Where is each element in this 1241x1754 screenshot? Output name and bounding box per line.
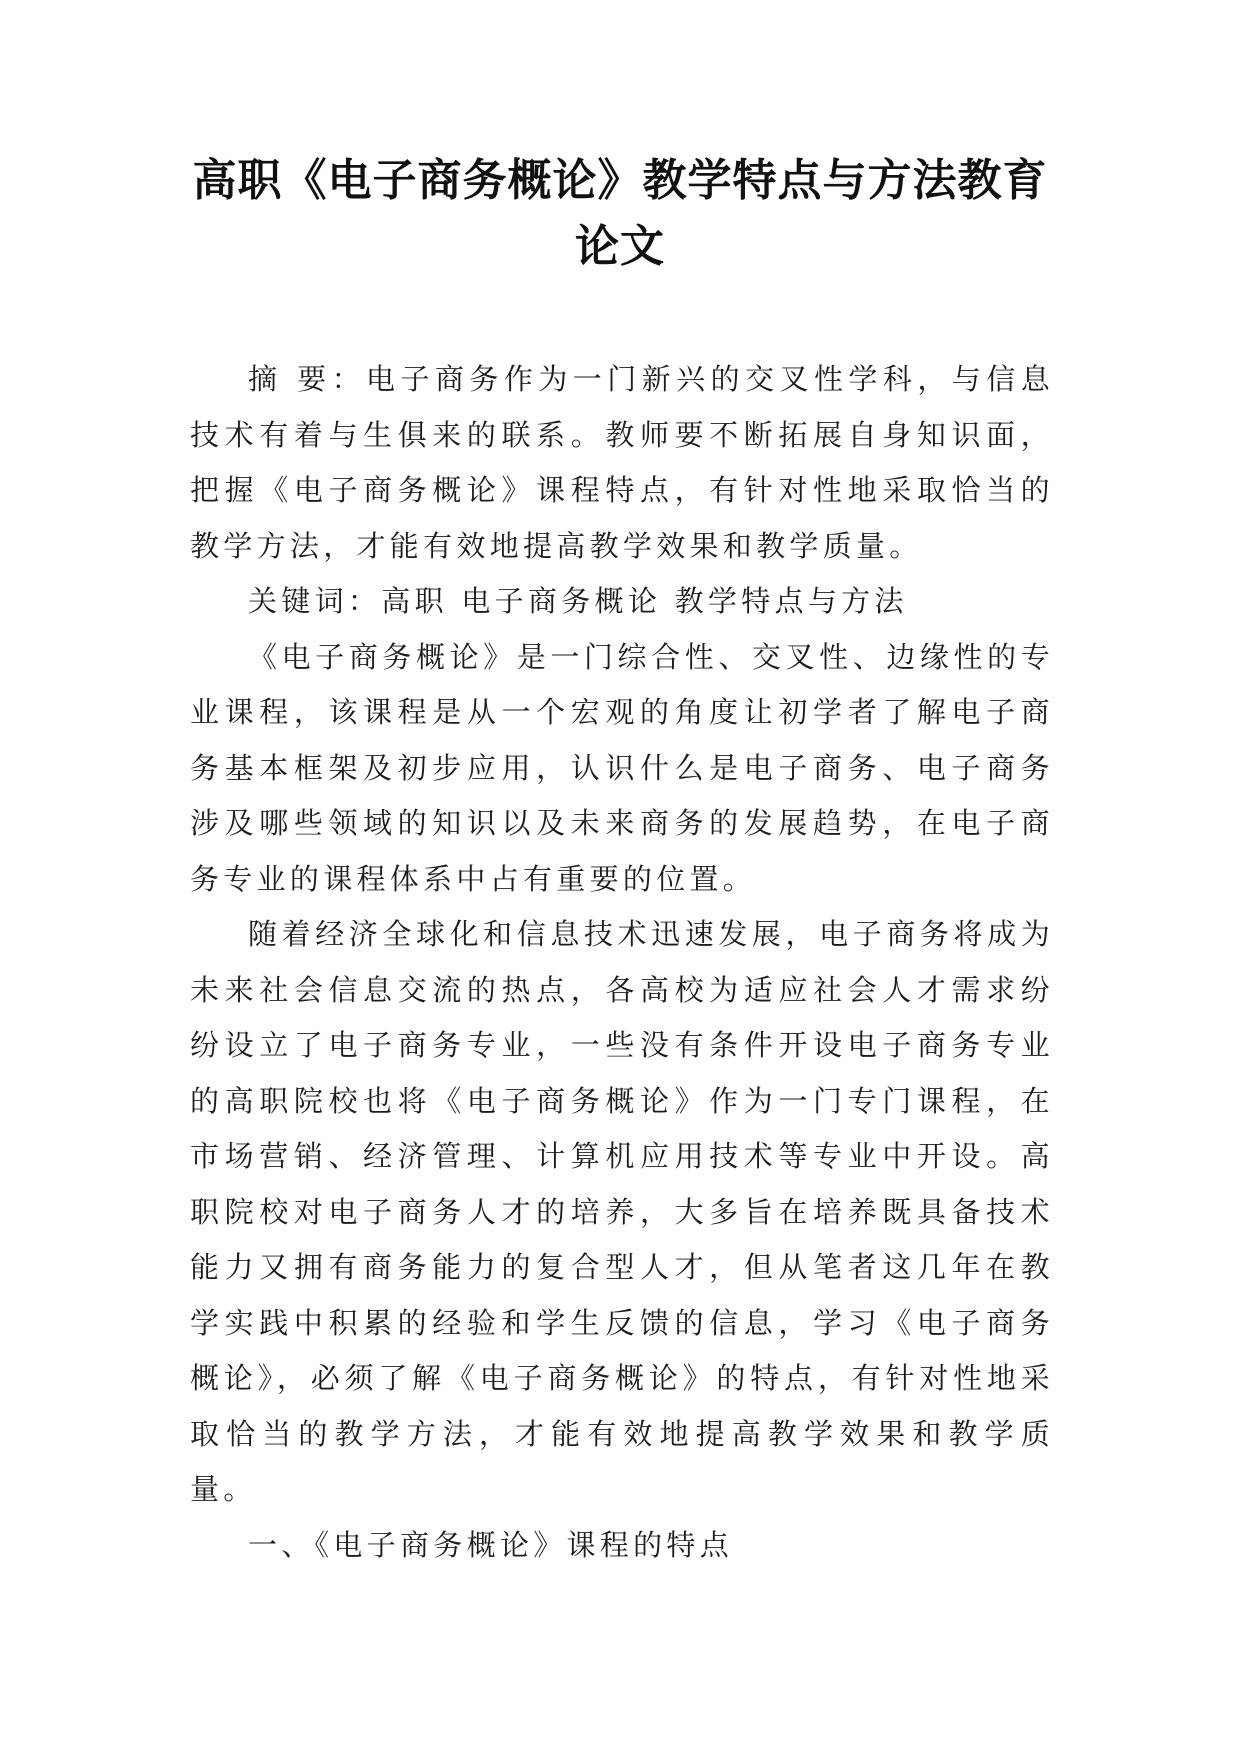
keywords-paragraph: 关键词：高职 电子商务概论 教学特点与方法 (248, 584, 908, 618)
background-paragraph: 随着经济全球化和信息技术迅速发展，电子商务将成为未来社会信息交流的热点，各高校为适应社会人才需求纷纷设立了电子商务专业，一些没有条件开设电子商务专业的高职院校也将《电子商务概论》作为一门专门课程，在市场营销、经济管理、计算机应用技术等专业中开设。高职院校对电子商务人才的培养，大多旨在培养既具备技术能力又拥有商务能力的复合型人才，但从笔者这几年在教学实践中积累的经验和学生反馈的信息，学习《电子商务概论》，必须了解《电子商务概论》的特点，有针对性地采取恰当的教学方法，才能有效地提高教学效果和教学质量。 (190, 917, 1054, 1506)
intro-paragraph: 《电子商务概论》是一门综合性、交叉性、边缘性的专业课程，该课程是从一个宏观的角度让初学者了解电子商务基本框架及初步应用，认识什么是电子商务、电子商务涉及哪些领域的知识以及未来商务的发展趋势，在电子商务专业的课程体系中占有重要的位置。 (190, 639, 1054, 896)
document-title: 高职《电子商务概论》教学特点与方法教育论文 (192, 155, 1048, 272)
abstract-paragraph: 摘 要：电子商务作为一门新兴的交叉性学科，与信息技术有着与生俱来的联系。教师要不断拓展自身知识面，把握《电子商务概论》课程特点，有针对性地采取恰当的教学方法，才能有效地提高教学效果和教学质量。 (190, 362, 1054, 563)
section-heading: 一、《电子商务概论》课程的特点 (248, 1527, 734, 1562)
document-body (190, 352, 1054, 1573)
